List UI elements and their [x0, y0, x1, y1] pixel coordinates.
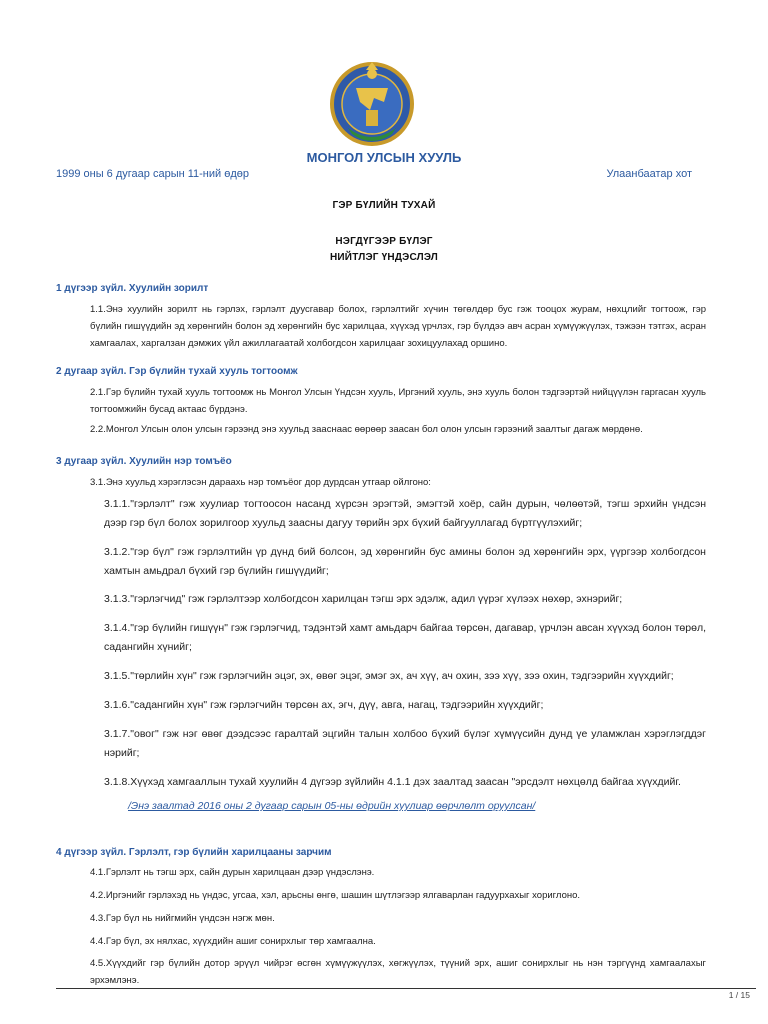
- definition-3-1-4: 3.1.4."гэр бүлийн гишүүн" гэж гэрлэгчид, тэдэнтэй хамт амьдарч байгаа төрсөн, дагавар, үрчлэн авсан хүүхэд болон төрөл, садангийн хүнийг;: [104, 622, 706, 653]
- footer-divider: [56, 988, 756, 989]
- definition-3-1-5: 3.1.5."төрлийн хүн" гэж гэрлэгчийн эцэг, эх, өвөг эцэг, эмэг эх, ач хүү, ач охин, зээ хүү, зээ охин, тэдгээрийн хүүхдийг;: [104, 670, 674, 682]
- document-title: ГЭР БҮЛИЙН ТУХАЙ: [332, 200, 436, 211]
- law-date: 1999 оны 6 дугаар сарын 11-ний өдөр: [56, 168, 249, 180]
- article-4-paragraph-5: 4.5.Хүүхдийг гэр бүлийн дотор эрүүл чийрэг өсгөн хүмүүжүүлэх, хөгжүүлэх, түүний эрх, ашиг сонирхлыг нь нэн тэргүүнд хамгаалахыг эрхэмлэнэ.: [90, 958, 706, 986]
- article-2-paragraph-2: 2.2.Монгол Улсын олон улсын гэрээнд энэ хуульд зааснаас өөрөөр заасан бол олон улсын гэрээний заалтыг дагаж мөрдөнө.: [90, 424, 643, 435]
- definition-3-1-1: 3.1.1."гэрлэлт" гэж хуулиар тогтоосон насанд хүрсэн эрэгтэй, эмэгтэй хоёр, сайн дурын, чөлөөтэй, тэгш эрхийн үндсэн дээр гэр бүл болох зорилгоор хуульд заасны дагуу төрийн эрх бүхий байгууллагад бүртгүүлэхийг;: [104, 498, 706, 529]
- article-2-title: 2 дугаар зүйл. Гэр бүлийн тухай хууль тогтоомж: [56, 366, 298, 377]
- definition-3-1-2: 3.1.2."гэр бүл" гэж гэрлэлтийн үр дүнд бий болсон, эд хөрөнгийн бус амины болон эд хөрөнгийн эрх, үүргээр холбогдсон хамтын амьдрал бүхий гэр бүлийн гишүүдийг;: [104, 546, 706, 577]
- definition-3-1-8: 3.1.8.Хүүхэд хамгааллын тухай хуулийн 4 дүгээр зүйлийн 4.1.1 дэх заалтад заасан "эрсдэлт нөхцөлд байгаа хүүхдийг.: [104, 776, 681, 788]
- amendment-note-link[interactable]: /Энэ заалтад 2016 оны 2 дугаар сарын 05-ны өдрийн хуулиар өөрчлөлт оруулсан/: [128, 800, 536, 812]
- definition-3-1-3: 3.1.3."гэрлэгчид" гэж гэрлэлтээр холбогдсон харилцан тэгш эрх эдэлж, адил үүрэг хүлээх нөхөр, эхнэрийг;: [104, 593, 623, 605]
- article-4-paragraph-2: 4.2.Иргэнийг гэрлэхэд нь үндэс, угсаа, хэл, арьсны өнгө, шашин шүтлэгээр ялгаварлан гадуурхахыг хориглоно.: [90, 890, 581, 901]
- article-4-paragraph-1: 4.1.Гэрлэлт нь тэгш эрх, сайн дурын харилцаан дээр үндэслэнэ.: [90, 867, 375, 878]
- article-3-intro: 3.1.Энэ хуульд хэрэглэсэн дараахь нэр томъёог дор дурдсан утгаар ойлгоно:: [90, 477, 431, 488]
- article-4-title: 4 дүгээр зүйл. Гэрлэлт, гэр бүлийн харилцааны зарчим: [56, 847, 332, 858]
- definition-3-1-7: 3.1.7."овог" гэж нэг өвөг дээдсээс гаралтай эцгийн талын холбоо бүхий бүлэг хүмүүсийн дунд үе уламжлан хэрэглэгддэг нэрийг;: [104, 728, 706, 759]
- mongolia-state-emblem-icon: [330, 62, 414, 150]
- definition-3-1-6: 3.1.6."садангийн хүн" гэж гэрлэгчийн төрсөн ах, эгч, дүү, авга, нагац, тэдгээрийн хүүхдийг;: [104, 699, 544, 711]
- article-1-title: 1 дүгээр зүйл. Хуулийн зорилт: [56, 283, 209, 294]
- law-city: Улаанбаатар хот: [606, 168, 692, 180]
- article-1-paragraph-1: 1.1.Энэ хуулийн зорилт нь гэрлэх, гэрлэлт дуусгавар болох, гэрлэлтийг хүчин төгөлдөр бус гэж тооцох журам, нөхцлийг тогтоож, гэр бүлийн гишүүдийн эд хөрөнгийн болон эд хөрөнгийн бус харилцаа, хүүхэд үрчлэх, гэр бүлдээ авч асран хүмүүжүүлэх, тэжээн тэтгэх, асран хамгаалах, харгалзан дэмжих үйл ажиллагаатай холбогдсон харилцааг зохицуулахад оршино.: [90, 304, 706, 349]
- page-number: 1 / 15: [728, 990, 750, 1000]
- law-title: МОНГОЛ УЛСЫН ХУУЛЬ: [306, 150, 462, 165]
- article-4-paragraph-4: 4.4.Гэр бүл, эх нялхас, хүүхдийн ашиг сонирхлыг төр хамгаална.: [90, 936, 376, 947]
- article-3-title: 3 дугаар зүйл. Хуулийн нэр томъёо: [56, 456, 232, 467]
- chapter-heading: НЭГДҮГЭЭР БҮЛЭГ: [335, 236, 433, 247]
- article-2-paragraph-1: 2.1.Гэр бүлийн тухай хууль тогтоомж нь Монгол Улсын Үндсэн хууль, Иргэний хууль, энэ хууль болон тэдгээртэй нийцүүлэн гаргасан хууль тогтоомжийн бусад актаас бүрдэнэ.: [90, 387, 706, 415]
- article-4-paragraph-3: 4.3.Гэр бүл нь нийгмийн үндсэн нэгж мөн.: [90, 913, 275, 924]
- chapter-name: НИЙТЛЭГ ҮНДЭСЛЭЛ: [330, 252, 438, 263]
